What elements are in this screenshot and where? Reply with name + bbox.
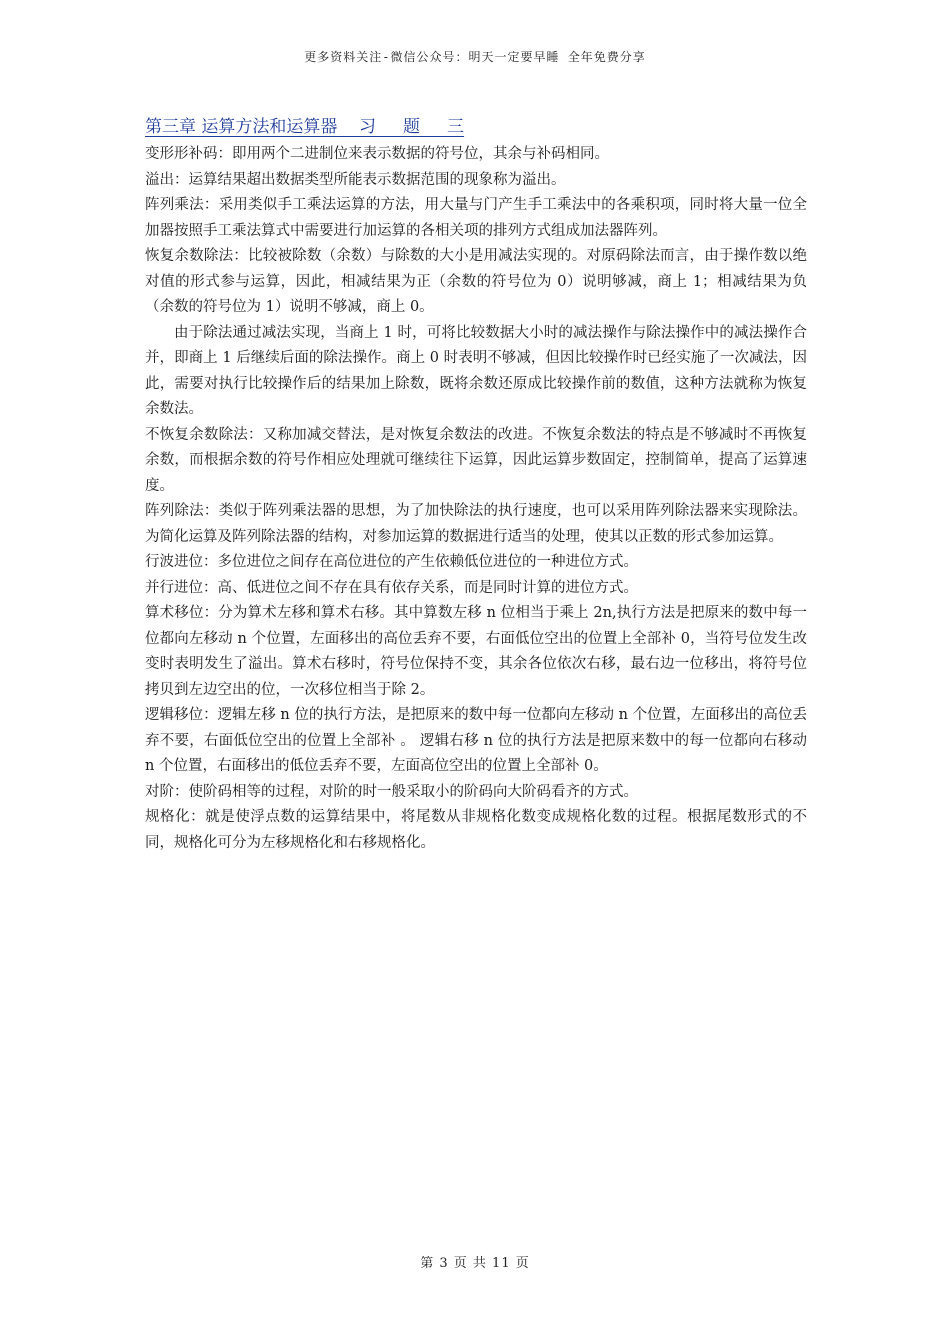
paragraph: 不恢复余数除法：又称加减交替法，是对恢复余数法的改进。不恢复余数法的特点是不够减时不再恢复余数，而根据余数的符号作相应处理就可继续往下运算，因此运算步数固定，控制简单，提高了运算速度。: [145, 426, 807, 494]
paragraph: 逻辑移位：逻辑左移 n 位的执行方法，是把原来的数中每一位都向左移动 n 个位置，左面移出的高位丢弃不要，右面低位空出的位置上全部补 。 逻辑右移 n 位的执行方法是把原来数中的每一位都向右移动 n 个位置，右面移出的低位丢弃不要，左面高位空出的位置上全部补 0。: [145, 707, 807, 774]
paragraph: 阵列乘法：采用类似手工乘法运算的方法，用大量与门产生手工乘法中的各乘积项，同时将大量一位全加器按照手工乘法算式中需要进行加运算的各相关项的排列方式组成加法器阵列。: [145, 197, 807, 239]
paragraph: 阵列除法：类似于阵列乘法器的思想，为了加快除法的执行速度，也可以采用阵列除法器来实现除法。为简化运算及阵列除法器的结构，对参加运算的数据进行适当的处理，使其以正数的形式参加运算。: [145, 503, 807, 545]
document-body: [145, 114, 807, 856]
paragraph-list: [145, 142, 807, 856]
page-header: 更多资料关注-微信公众号：明天一定要早睡 全年免费分享: [304, 50, 646, 64]
paragraph: 并行进位：高、低进位之间不存在具有依存关系，而是同时计算的进位方式。: [145, 579, 638, 596]
page-number: 第 3 页 共 11 页: [420, 1256, 530, 1271]
paragraph: 行波进位：多位进位之间存在高位进位的产生依赖低位进位的一种进位方式。: [145, 554, 638, 570]
paragraph: 由于除法通过减法实现，当商上 1 时，可将比较数据大小时的减法操作与除法操作中的减法操作合并，即商上 1 后继续后面的除法操作。商上 0 时表明不够减，但因比较操作时已经实施了一次减法，因此，需要对执行比较操作后的结果加上除数，既将余数还原成比较操作前的数值，这种方法就称为恢复余数法。: [145, 324, 807, 417]
paragraph: 溢出：运算结果超出数据类型所能表示数据范围的现象称为溢出。: [145, 171, 566, 188]
chapter-title[interactable]: 第三章 运算方法和运算器 习 题 三: [145, 117, 465, 137]
paragraph: 对阶：使阶码相等的过程，对阶的时一般采取小的阶码向大阶码看齐的方式。: [145, 783, 638, 800]
paragraph: 规格化：就是使浮点数的运算结果中，将尾数从非规格化数变成规格化数的过程。根据尾数形式的不同，规格化可分为左移规格化和右移规格化。: [145, 809, 807, 851]
paragraph: 算术移位：分为算术左移和算术右移。其中算数左移 n 位相当于乘上 2n,执行方法是把原来的数中每一位都向左移动 n 个位置，左面移出的高位丢弃不要，右面低位空出的位置上全部补 0，当符号位发生改变时表明发生了溢出。算术右移时，符号位保持不变，其余各位依次右移，最右边一位移出，将符号位拷贝到左边空出的位，一次移位相当于除 2。: [145, 605, 807, 698]
paragraph: 恢复余数除法：比较被除数（余数）与除数的大小是用减法实现的。对原码除法而言，由于操作数以绝对值的形式参与运算，因此，相减结果为正（余数的符号位为 0）说明够减，商上 1；相减结果为负（余数的符号位为 1）说明不够减，商上 0。: [145, 248, 807, 315]
paragraph: 变形形补码：即用两个二进制位来表示数据的符号位，其余与补码相同。: [145, 146, 609, 162]
